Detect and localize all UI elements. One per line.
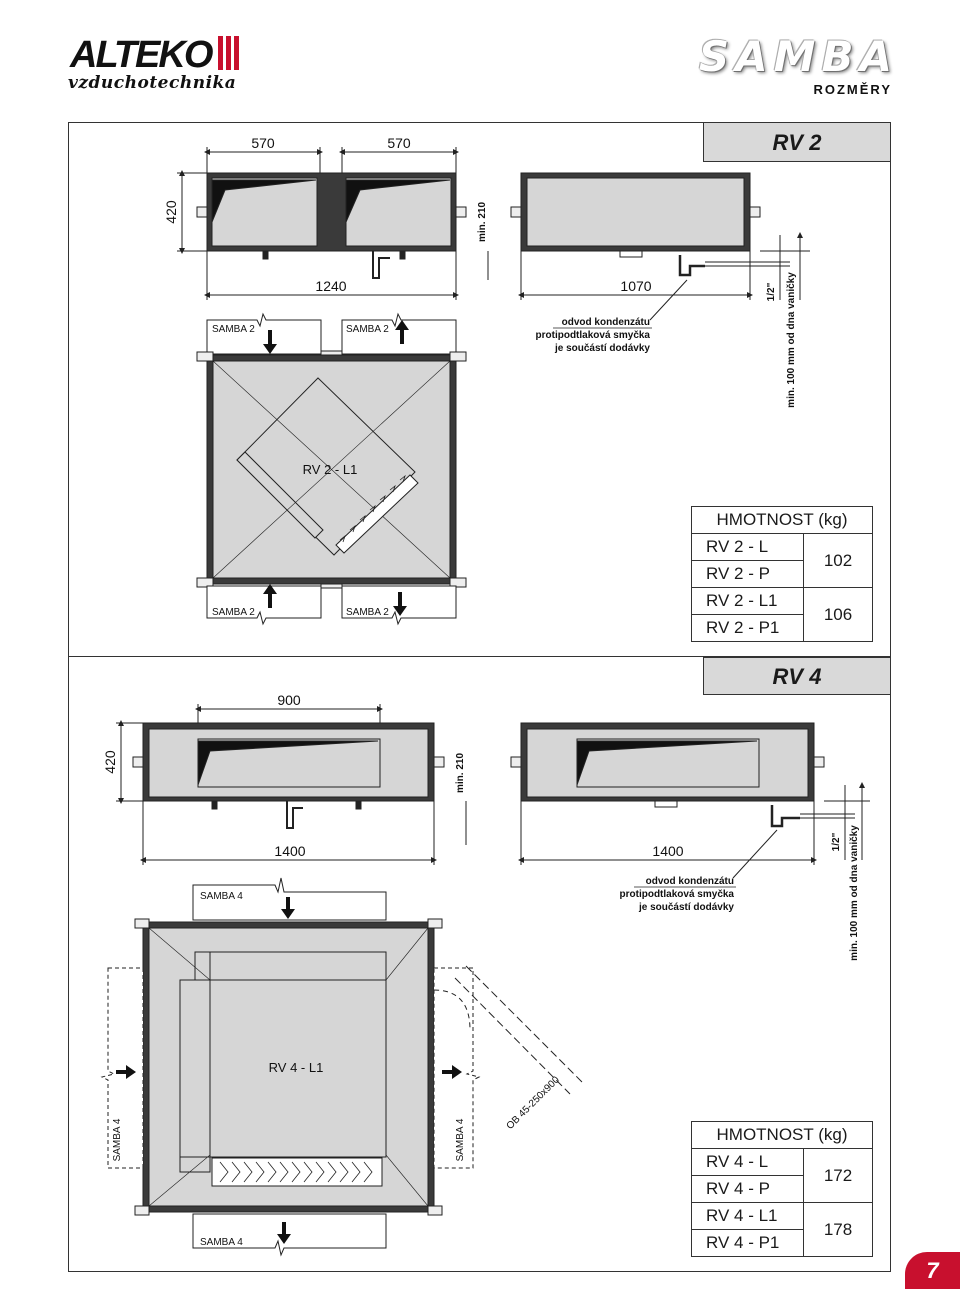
logo-text: ALTEKO xyxy=(70,34,212,76)
rv4-weight-row: RV 4 - P1 xyxy=(692,1230,804,1257)
rv2-plan-label: RV 2 - L1 xyxy=(302,462,358,477)
rv4-weight-row: RV 4 - L xyxy=(692,1149,804,1176)
rv2-weight-value: 106 xyxy=(804,588,873,642)
rv2-dim-top-left: 570 xyxy=(251,135,275,151)
rv4-dim-min: min. 210 xyxy=(455,752,466,794)
rv2-note-line-3: je součástí dodávky xyxy=(554,343,650,354)
rv2-samba-label-1: SAMBA 2 xyxy=(212,324,255,335)
rv4-weight-value: 172 xyxy=(804,1149,873,1203)
rv4-note-line-3: je součástí dodávky xyxy=(638,902,734,913)
rv4-weight-row: RV 4 - L1 xyxy=(692,1203,804,1230)
rv2-dim-min: min. 210 xyxy=(477,201,488,243)
rv4-dim-width-front: 1400 xyxy=(274,843,306,859)
rv4-side-view xyxy=(511,723,870,878)
rv2-samba-label-2: SAMBA 2 xyxy=(346,324,389,335)
rv2-samba-label-3: SAMBA 2 xyxy=(212,607,255,618)
rv4-weight-table xyxy=(691,1121,873,1257)
rv4-dim-min-tray: min. 100 mm od dna vaničky xyxy=(849,825,860,961)
rv4-weight-value: 178 xyxy=(804,1203,873,1257)
rv4-dim-pipe: 1/2" xyxy=(831,832,842,852)
rv2-dim-width-front: 1240 xyxy=(315,278,347,294)
page-number: 7 xyxy=(905,1252,960,1289)
rv4-dim-width-side: 1400 xyxy=(652,843,684,859)
rv4-dim-top: 900 xyxy=(277,692,301,708)
rv2-weight-table xyxy=(691,506,873,642)
rv4-plan-label: RV 4 - L1 xyxy=(268,1060,324,1075)
rv2-weight-header: HMOTNOST (kg) xyxy=(692,507,873,534)
rv2-weight-row: RV 2 - L1 xyxy=(692,588,804,615)
rv4-samba-label-4: SAMBA 4 xyxy=(200,1237,243,1248)
rv2-weight-value: 102 xyxy=(804,534,873,588)
rv2-dim-pipe: 1/2" xyxy=(766,282,777,302)
rv4-note-line-2: protipodtlaková smyčka xyxy=(619,889,734,900)
rv4-title: RV 4 xyxy=(703,657,891,695)
rv4-front-view xyxy=(116,704,466,865)
rv4-weight-row: RV 4 - P xyxy=(692,1176,804,1203)
rv2-dim-width-side: 1070 xyxy=(620,278,652,294)
rv4-samba-label-3: SAMBA 4 xyxy=(455,1118,466,1162)
rv2-note-line-2: protipodtlaková smyčka xyxy=(535,330,650,341)
rv2-samba-label-4: SAMBA 2 xyxy=(346,607,389,618)
rv2-dim-top-right: 570 xyxy=(387,135,411,151)
rv4-note-line-1: odvod kondenzátu xyxy=(645,876,734,887)
logo-subtitle: vzduchotechnika xyxy=(68,73,237,93)
rv2-weight-row: RV 2 - L xyxy=(692,534,804,561)
rv2-weight-row: RV 2 - P1 xyxy=(692,615,804,642)
rv4-samba-label-1: SAMBA 4 xyxy=(200,891,243,902)
rv4-plan-view xyxy=(102,878,582,1255)
rv4-dim-height: 420 xyxy=(102,750,118,774)
rv2-note-line-1: odvod kondenzátu xyxy=(561,317,650,328)
rv4-weight-header: HMOTNOST (kg) xyxy=(692,1122,873,1149)
brand-title: SAMBA xyxy=(698,32,898,81)
brand-subtitle: ROZMĚRY xyxy=(813,82,892,97)
rv4-samba-label-2: SAMBA 4 xyxy=(112,1118,123,1162)
rv2-title: RV 2 xyxy=(703,122,891,162)
rv4-bypass-label: OB 45-250x900 xyxy=(504,1074,562,1132)
rv2-weight-row: RV 2 - P xyxy=(692,561,804,588)
rv2-dim-min-tray: min. 100 mm od dna vaničky xyxy=(786,272,797,408)
rv2-dim-height: 420 xyxy=(163,200,179,224)
